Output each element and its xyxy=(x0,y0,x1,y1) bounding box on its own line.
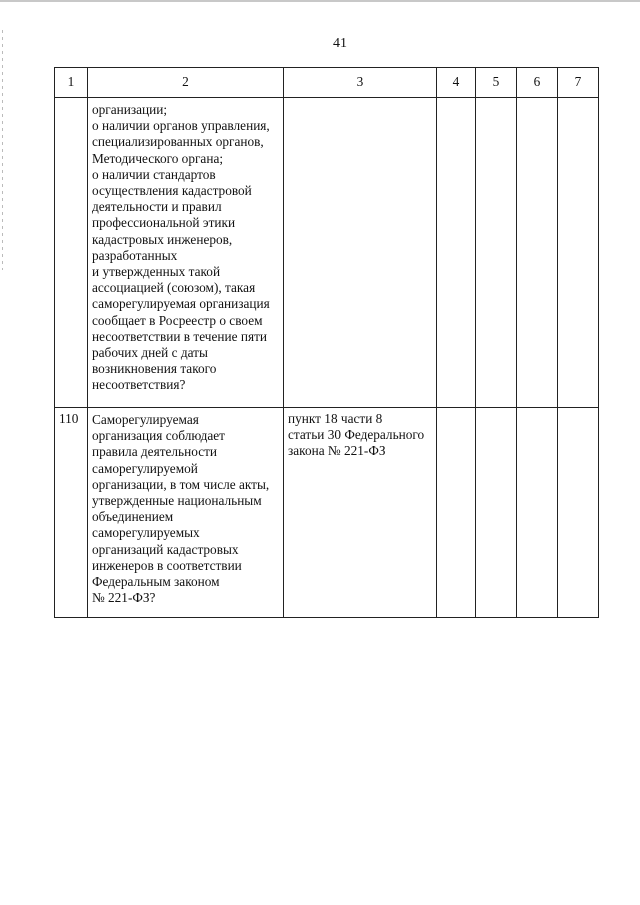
question-line: осуществления кадастровой xyxy=(92,183,252,199)
answer-cell xyxy=(476,408,517,618)
answer-cell xyxy=(558,98,599,408)
reference-line: пункт 18 части 8 xyxy=(288,411,383,426)
question-line: саморегулируемых xyxy=(92,525,200,541)
question-line: кадастровых инженеров, xyxy=(92,231,233,247)
question-line: ассоциацией (союзом), такая xyxy=(92,280,256,296)
question-line: сообщает в Росреестр о своем xyxy=(92,312,263,328)
question-line: несоответствии в течение пяти xyxy=(92,328,267,344)
question-line: организации; xyxy=(92,102,168,117)
checklist-table xyxy=(54,67,599,618)
question-line: инженеров в соответствии xyxy=(92,557,242,573)
question-line: рабочих дней с даты xyxy=(92,345,208,361)
reference-line: статьи 30 Федерального xyxy=(288,427,425,443)
question-line: специализированных органов, xyxy=(92,134,264,150)
reference-cell xyxy=(284,408,437,618)
reference-cell xyxy=(284,98,437,408)
question-line: саморегулируемая организация xyxy=(92,296,270,312)
scan-binding-marks xyxy=(2,30,3,270)
answer-cell xyxy=(437,408,476,618)
column-header: 3 xyxy=(284,68,437,98)
table-row xyxy=(55,98,599,408)
question-line: объединением xyxy=(92,509,174,525)
column-header: 2 xyxy=(88,68,284,98)
table-row xyxy=(55,408,599,618)
answer-cell xyxy=(517,98,558,408)
question-line: № 221-ФЗ? xyxy=(92,590,156,606)
question-line: организация соблюдает xyxy=(92,428,225,444)
question-line: Методического органа; xyxy=(92,150,224,166)
question-line: организации, в том числе акты, xyxy=(92,476,270,492)
question-line: Саморегулируемая xyxy=(92,412,199,427)
question-line: правила деятельности xyxy=(92,444,218,460)
question-line: саморегулируемой xyxy=(92,460,198,476)
column-header: 5 xyxy=(476,68,517,98)
column-header: 4 xyxy=(437,68,476,98)
question-line: утвержденные национальным xyxy=(92,493,262,509)
column-header: 7 xyxy=(558,68,599,98)
answer-cell xyxy=(558,408,599,618)
question-line: возникновения такого xyxy=(92,361,217,377)
row-number-cell: 110 xyxy=(55,408,88,618)
question-line: и утвержденных такой xyxy=(92,264,221,280)
reference-line: закона № 221-ФЗ xyxy=(288,443,386,459)
question-cell xyxy=(88,408,284,618)
page-number: 41 xyxy=(333,36,347,51)
question-line: о наличии стандартов xyxy=(92,166,216,182)
answer-cell xyxy=(476,98,517,408)
question-line: деятельности и правил xyxy=(92,199,222,215)
answer-cell xyxy=(517,408,558,618)
question-cell xyxy=(88,98,284,408)
table-header-row xyxy=(55,68,599,98)
question-line: о наличии органов управления, xyxy=(92,118,270,134)
column-header: 6 xyxy=(517,68,558,98)
row-number-cell xyxy=(55,98,88,408)
column-header: 1 xyxy=(55,68,88,98)
page-edge xyxy=(0,0,640,2)
question-line: профессиональной этики xyxy=(92,215,236,231)
answer-cell xyxy=(437,98,476,408)
question-line: Федеральным законом xyxy=(92,574,220,590)
question-line: несоответствия? xyxy=(92,377,186,393)
question-line: разработанных xyxy=(92,247,178,263)
question-line: организаций кадастровых xyxy=(92,541,239,557)
